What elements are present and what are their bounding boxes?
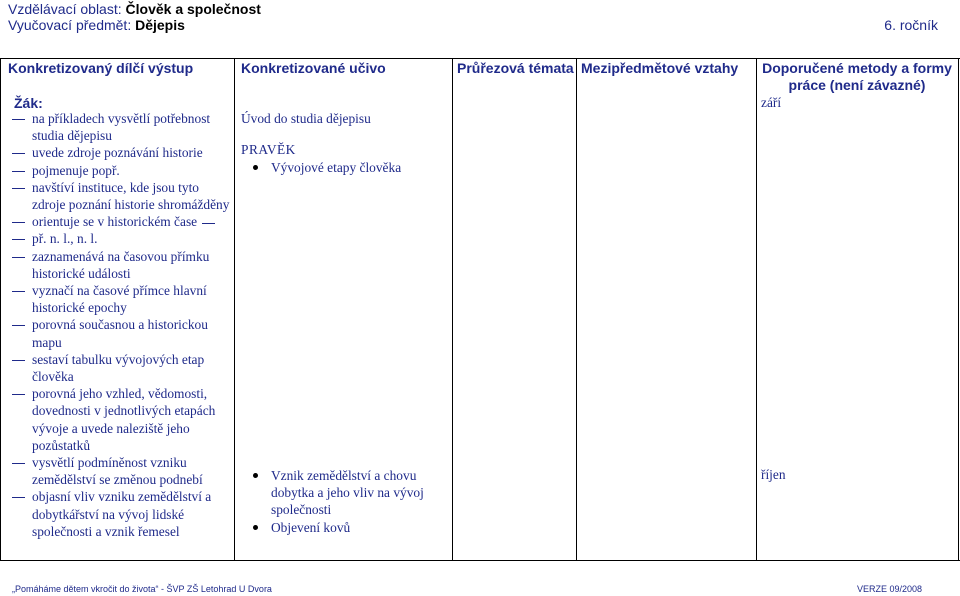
list-item: zaznamenává na časovou přímku historické události <box>12 248 232 282</box>
list-item: porovná jeho vzhled, vědomosti, dovednosti v jednotlivých etapách vývoje a uvede naleziště jeho pozůstatků <box>12 385 232 454</box>
list-item: pojmenuje popř. <box>12 162 232 179</box>
subject-value: Dějepis <box>135 17 185 33</box>
header-area <box>8 1 261 17</box>
list-item: porovná současnou a historickou mapu <box>12 316 232 350</box>
list-item: uvede zdroje poznávání historie <box>12 144 232 161</box>
column-divider-2 <box>452 58 453 560</box>
outcomes-label: Žák: <box>14 95 43 111</box>
list-item: sestaví tabulku vývojových etap člověka <box>12 351 232 385</box>
curriculum-period: PRAVĚK <box>241 142 296 157</box>
list-item-text: př. n. l., n. l. <box>32 231 98 247</box>
area-value: Člověk a společnost <box>125 1 261 17</box>
header-subject <box>8 17 185 33</box>
column-divider-4 <box>756 58 757 560</box>
area-label: Vzdělávací oblast: <box>8 1 122 17</box>
month-october: říjen <box>761 467 786 482</box>
table-right-border <box>958 58 959 560</box>
list-item: vysvětlí podmíněnost vzniku zemědělství se změnou podnebí <box>12 454 232 488</box>
curriculum-list-2 <box>241 467 451 536</box>
table-left-border <box>0 58 1 560</box>
curriculum-intro: Úvod do studia dějepisu <box>241 111 371 126</box>
list-item: navštíví instituce, kde jsou tyto zdroje poznání historie shromážděny <box>12 179 232 213</box>
month-september: září <box>761 95 782 110</box>
list-item-continuation <box>12 230 232 247</box>
column-header-methods: Doporučené metody a formy práce (není závazné) <box>762 60 952 93</box>
footer-version: VERZE 09/2008 <box>856 584 922 594</box>
outcomes-list <box>12 110 232 540</box>
list-item: Vznik zemědělství a chovu dobytka a jeho vliv na vývoj společnosti <box>241 467 451 519</box>
column-header-curriculum: Konkretizované učivo <box>241 60 386 76</box>
list-item-text: orientuje se v historickém čase <box>32 214 198 230</box>
list-item <box>12 213 232 230</box>
table-bottom-border <box>0 560 960 561</box>
footer-left: „Pomáháme dětem vkročit do života“ - ŠVP ZŠ Letohrad U Dvora <box>12 584 272 594</box>
column-divider-3 <box>576 58 577 560</box>
column-divider-1 <box>234 58 235 560</box>
column-header-outcome: Konkretizovaný dílčí výstup <box>8 60 194 76</box>
column-header-row <box>0 58 960 92</box>
list-item: na příkladech vysvětlí potřebnost studia dějepisu <box>12 110 232 144</box>
list-item: vyznačí na časové přímce hlavní historické epochy <box>12 282 232 316</box>
list-item: Vývojové etapy člověka <box>241 159 401 176</box>
subject-label: Vyučovací předmět: <box>8 17 132 33</box>
list-item: Objevení kovů <box>241 519 451 536</box>
list-item: objasní vliv vzniku zemědělství a dobytkářství na vývoj lidské společnosti a vznik řemesel <box>12 488 232 540</box>
column-header-interdisciplinary: Mezipředmětové vztahy <box>581 60 739 76</box>
curriculum-list-1 <box>241 159 401 176</box>
column-header-crosscutting: Průřezová témata <box>457 60 574 76</box>
table-top-border <box>0 58 960 59</box>
grade-label: 6. ročník <box>884 17 938 33</box>
